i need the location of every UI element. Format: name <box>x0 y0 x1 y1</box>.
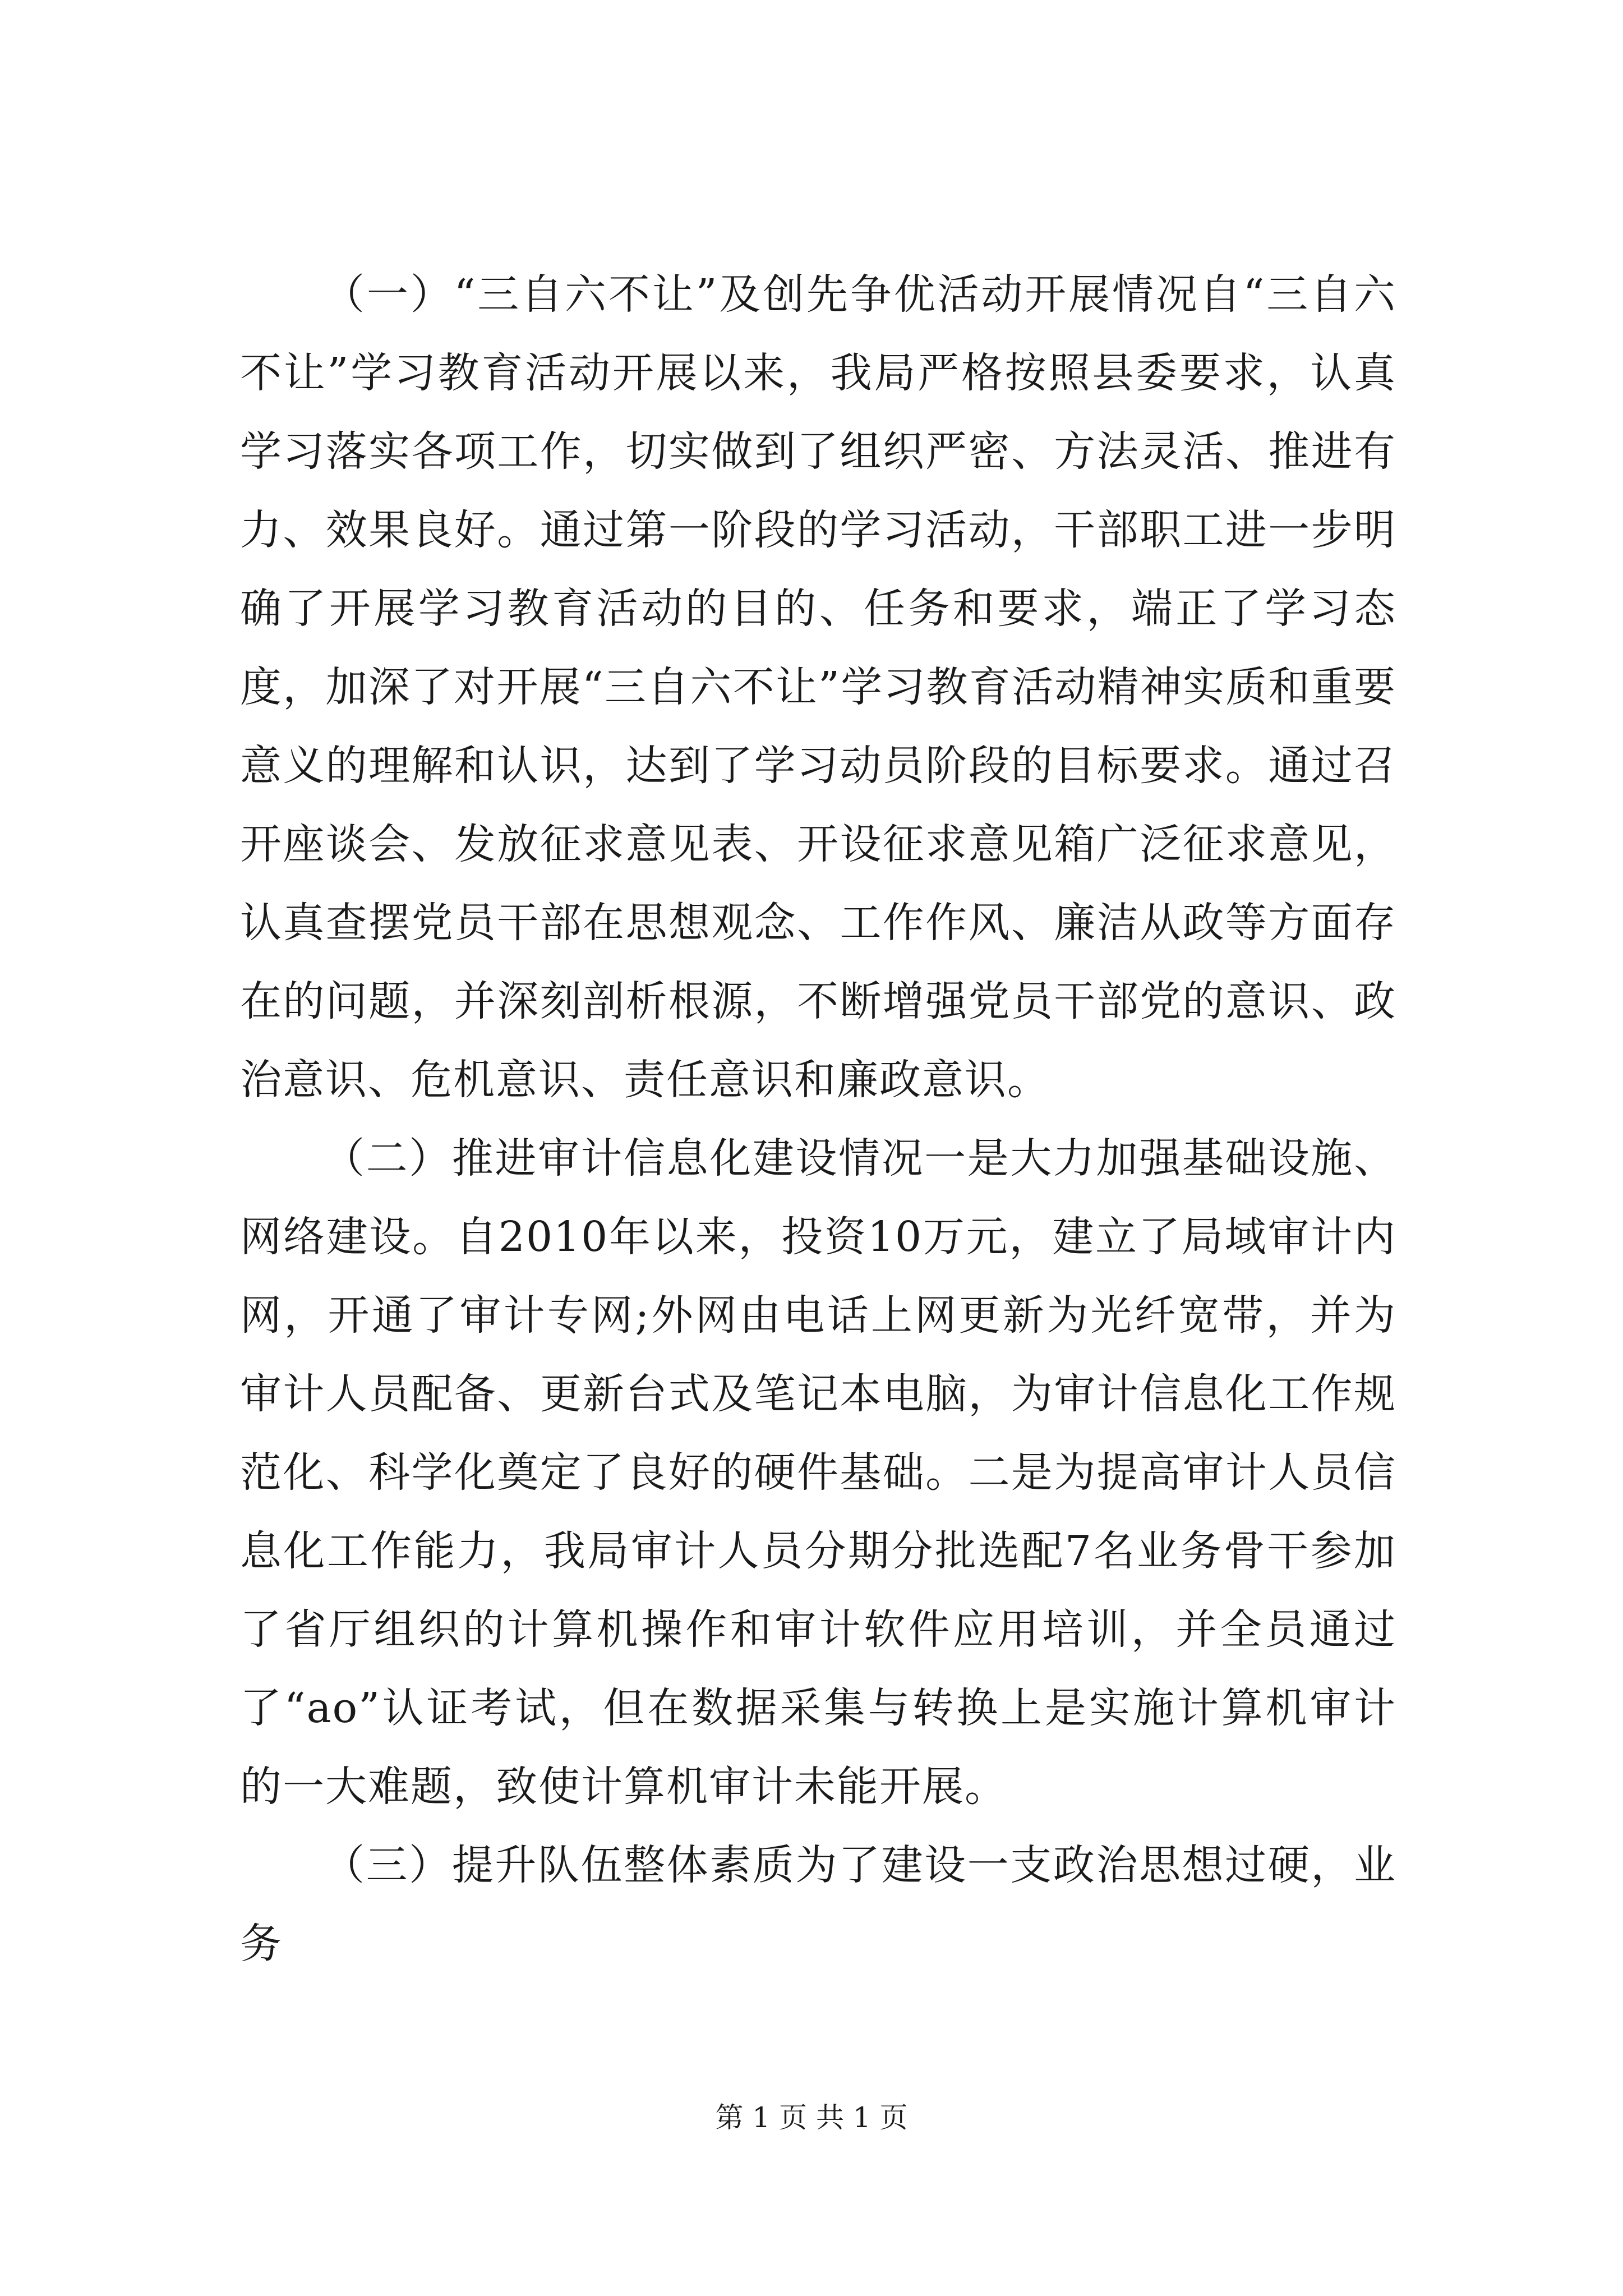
paragraph-1: （一）“三自六不让”及创先争优活动开展情况自“三自六不让”学习教育活动开展以来，我局严格按照县委要求，认真学习落实各项工作，切实做到了组织严密、方法灵活、推进有力、效果良好。通过第一阶段的学习活动，干部职工进一步明确了开展学习教育活动的目的、任务和要求，端正了学习态度，加深了对开展“三自六不让”学习教育活动精神实质和重要意义的理解和认识，达到了学习动员阶段的目标要求。通过召开座谈会、发放征求意见表、开设征求意见箱广泛征求意见，认真查摆党员干部在思想观念、工作作风、廉洁从政等方面存在的问题，并深刻剖析根源，不断增强党员干部党的意识、政治意识、危机意识、责任意识和廉政意识。 <box>240 270 1396 1104</box>
paragraph-3: （三）提升队伍整体素质为了建设一支政治思想过硬，业务 <box>240 1841 1396 1968</box>
document-body <box>240 255 1396 1983</box>
page-footer: 第 1 页 共 1 页 <box>715 2101 908 2134</box>
paragraph-2: （二）推进审计信息化建设情况一是大力加强基础设施、网络建设。自2010年以来，投资10万元，建立了局域审计内网，开通了审计专网;外网由电话上网更新为光纤宽带，并为审计人员配备、更新台式及笔记本电脑，为审计信息化工作规范化、科学化奠定了良好的硬件基础。二是为提高审计人员信息化工作能力，我局审计人员分期分批选配7名业务骨干参加了省厅组织的计算机操作和审计软件应用培训，并全员通过了“ao”认证考试，但在数据采集与转换上是实施计算机审计的一大难题，致使计算机审计未能开展。 <box>240 1134 1396 1811</box>
